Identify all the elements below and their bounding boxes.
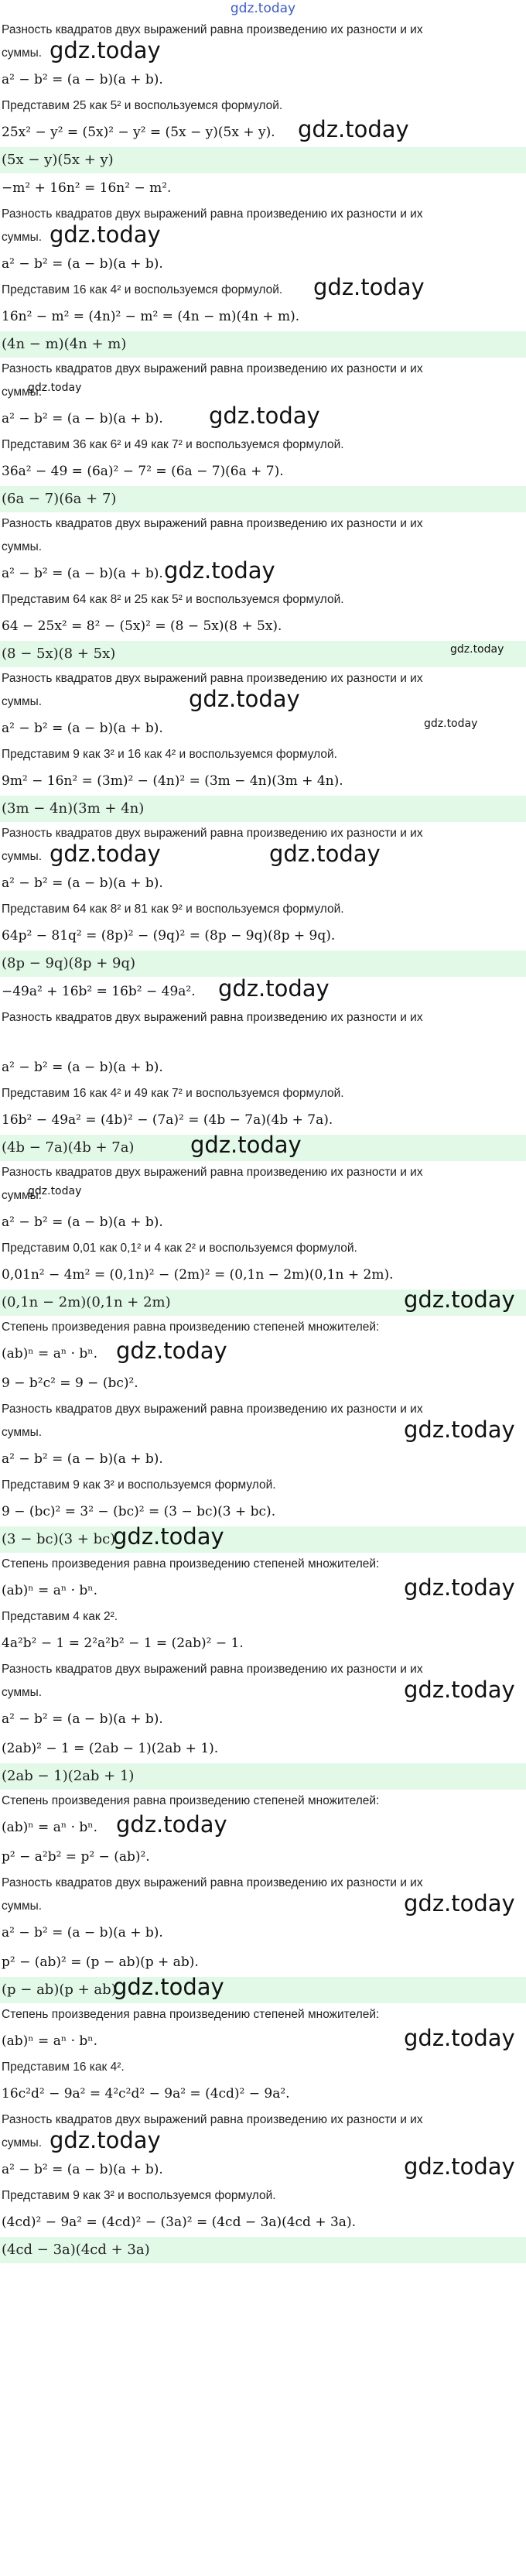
explanation-line-text: Представим 64 как 8² и 81 как 9² и воспользуемся формулой. (2, 903, 344, 916)
explanation-line-text: суммы. (2, 540, 43, 553)
formula-line-text: a² − b² = (a − b)(a + b). (2, 721, 163, 736)
explanation-line (0, 1184, 526, 1208)
watermark: gdz.today (50, 2127, 161, 2153)
watermark: gdz.today (50, 37, 161, 63)
formula-line (0, 1339, 526, 1368)
formula-line-text: (ab)ⁿ = aⁿ · bⁿ. (2, 1346, 98, 1362)
formula-line (0, 1918, 526, 1947)
explanation-line-text: суммы. (2, 1426, 43, 1439)
explanation-line-text: Разность квадратов двух выражений равна произведению их разности и их (2, 362, 423, 375)
watermark: gdz.today (190, 1132, 302, 1158)
answer-line (0, 331, 526, 358)
explanation-line (0, 1474, 526, 1497)
explanation-line-text: суммы. (2, 695, 43, 708)
formula-line-text: p² − (ab)² = (p − ab)(p + ab). (2, 1954, 199, 1970)
formula-line-text: (2ab)² − 1 = (2ab − 1)(2ab + 1). (2, 1741, 219, 1756)
explanation-line-text: Представим 16 как 4². (2, 2060, 125, 2074)
explanation-line-text: Представим 25 как 5² и воспользуемся формулой. (2, 99, 283, 112)
formula-line-text: a² − b² = (a − b)(a + b). (2, 256, 163, 272)
explanation-line-text: Разность квадратов двух выражений равна произведению их разности и их (2, 207, 423, 221)
formula-line (0, 921, 526, 951)
explanation-line-text: Представим 4 как 2². (2, 1610, 118, 1623)
formula-line (0, 1260, 526, 1290)
explanation-line-text: Разность квадратов двух выражений равна произведению их разности и их (2, 672, 423, 685)
formula-line-text: 16n² − m² = (4n)² − m² = (4n − m)(4n + m). (2, 309, 300, 324)
explanation-line-text: Степень произведения равна произведению степеней множителей: (2, 2008, 380, 2021)
formula-line (0, 118, 526, 147)
explanation-line-text: Представим 36 как 6² и 49 как 7² и воспользуемся формулой. (2, 438, 344, 451)
formula-line (0, 611, 526, 641)
formula-line-text: 9m² − 16n² = (3m)² − (4n)² = (3m − 4n)(3m + 4n). (2, 773, 343, 789)
watermark: gdz.today (116, 1811, 227, 1838)
answer-line (0, 1974, 526, 2003)
explanation-line-text: Разность квадратов двух выражений равна произведению их разности и их (2, 1663, 423, 1676)
explanation-line (0, 743, 526, 766)
watermark: gdz.today (424, 718, 478, 730)
formula-line-text: 64p² − 81q² = (8p)² − (9q)² = (8p − 9q)(8p + 9q). (2, 928, 336, 944)
formula-line (0, 2155, 526, 2184)
formula-line-text: a² − b² = (a − b)(a + b). (2, 1925, 163, 1941)
formula-line (0, 1105, 526, 1135)
watermark: gdz.today (404, 2153, 515, 2180)
answer-line-text: (p − ab)(p + ab) (2, 1982, 117, 1998)
watermark: gdz.today (404, 1677, 515, 1703)
explanation-line-text: Степень произведения равна произведению степеней множителей: (2, 1321, 380, 1334)
formula-line-text: −m² + 16n² = 16n² − m². (2, 180, 172, 196)
explanation-line-text: Представим 16 как 4² и воспользуемся формулой. (2, 283, 283, 296)
formula-line-text: 36a² − 49 = (6a)² − 7² = (6a − 7)(6a + 7). (2, 464, 284, 479)
watermark: gdz.today (209, 402, 320, 429)
explanation-line-text: суммы. (2, 385, 43, 399)
explanation-line (0, 1082, 526, 1105)
formula-line-text: 64 − 25x² = 8² − (5x)² = (8 − 5x)(8 + 5x). (2, 618, 282, 634)
answer-line-text: (5x − y)(5x + y) (2, 152, 114, 168)
formula-line (0, 302, 526, 331)
formula-line-text: (ab)ⁿ = aⁿ · bⁿ. (2, 1583, 98, 1598)
explanation-line-text: Представим 16 как 4² и 49 как 7² и воспользуемся формулой. (2, 1087, 344, 1100)
explanation-line (0, 1677, 526, 1704)
formula-line (0, 559, 526, 588)
answer-line-text: (2ab − 1)(2ab + 1) (2, 1768, 135, 1784)
watermark: gdz.today (269, 841, 381, 867)
watermark: gdz.today (50, 221, 161, 248)
answer-line (0, 1286, 526, 1316)
answer-line-text: (0,1n − 2m)(0,1n + 2m) (2, 1294, 171, 1310)
answer-line-text: (4cd − 3a)(4cd + 3a) (2, 2242, 150, 2258)
formula-line-text: 16c²d² − 9a² = 4²c²d² − 9a² = (4cd)² − 9a². (2, 2086, 290, 2102)
formula-line (0, 1208, 526, 1237)
explanation-line-text: Разность квадратов двух выражений равна произведению их разности и их (2, 1011, 423, 1024)
answer-line (0, 147, 526, 173)
answer-line (0, 796, 526, 822)
answer-line (0, 1763, 526, 1790)
watermark: gdz.today (50, 841, 161, 867)
formula-line (0, 977, 526, 1006)
formula-line (0, 249, 526, 279)
site-logo[interactable]: gdz.today (230, 1, 296, 16)
explanation-line (0, 1006, 526, 1029)
formula-line (0, 404, 526, 433)
answer-line (0, 1523, 526, 1553)
solution-content (0, 19, 526, 2263)
formula-line-text: 0,01n² − 4m² = (0,1n)² − (2m)² = (0,1n − 2m)(0,1n + 2m). (2, 1267, 394, 1283)
watermark: gdz.today (404, 1286, 515, 1313)
formula-line (0, 1947, 526, 1977)
explanation-line-text: Представим 64 как 8² и 25 как 5² и воспользуемся формулой. (2, 593, 344, 606)
explanation-line-text: Представим 0,01 как 0,1² и 4 как 2² и воспользуемся формулой. (2, 1242, 357, 1255)
formula-line-text: a² − b² = (a − b)(a + b). (2, 2162, 163, 2177)
formula-line (0, 1053, 526, 1082)
explanation-line (0, 588, 526, 611)
formula-line (0, 457, 526, 486)
formula-line (0, 714, 526, 743)
explanation-line-text: Представим 9 как 3² и 16 как 4² и воспользуемся формулой. (2, 748, 337, 761)
answer-line (0, 486, 526, 512)
answer-line (0, 1132, 526, 1161)
watermark: gdz.today (28, 1185, 82, 1197)
formula-line-text: 9 − b²c² = 9 − (bc)². (2, 1375, 138, 1391)
formula-line (0, 1368, 526, 1398)
watermark: gdz.today (28, 382, 82, 394)
formula-line (0, 65, 526, 94)
formula-line (0, 2026, 526, 2056)
explanation-line-text: суммы. (2, 231, 43, 244)
formula-line-text: (4cd)² − 9a² = (4cd)² − (3a)² = (4cd − 3a)(4cd + 3a). (2, 2215, 356, 2230)
formula-line-text: a² − b² = (a − b)(a + b). (2, 411, 163, 426)
explanation-line-text: Степень произведения равна произведению степеней множителей: (2, 1557, 380, 1571)
formula-line-text: 16b² − 49a² = (4b)² − (7a)² = (4b − 7a)(4b + 7a). (2, 1112, 333, 1128)
formula-line-text: a² − b² = (a − b)(a + b). (2, 1711, 163, 1727)
watermark: gdz.today (404, 1416, 515, 1443)
watermark: gdz.today (116, 1338, 227, 1364)
explanation-line (0, 2056, 526, 2079)
explanation-line (0, 1605, 526, 1629)
explanation-line (0, 1790, 526, 1813)
watermark: gdz.today (404, 2025, 515, 2051)
answer-line-text: (3 − bc)(3 + bc) (2, 1531, 116, 1547)
explanation-line-text: суммы. (2, 46, 43, 60)
formula-line (0, 1444, 526, 1474)
formula-line-text: 25x² − y² = (5x)² − y² = (5x − y)(5x + y). (2, 125, 275, 140)
explanation-line (0, 898, 526, 921)
formula-line-text: a² − b² = (a − b)(a + b). (2, 1060, 163, 1075)
watermark: gdz.today (313, 274, 425, 300)
explanation-line (0, 841, 526, 868)
formula-line (0, 1576, 526, 1605)
explanation-line-text: Разность квадратов двух выражений равна произведению их разности и их (2, 1403, 423, 1416)
explanation-line-text: суммы. (2, 1899, 43, 1913)
answer-line (0, 2237, 526, 2263)
answer-line-text: (8 − 5x)(8 + 5x) (2, 646, 116, 662)
formula-line (0, 1629, 526, 1658)
watermark: gdz.today (450, 643, 504, 656)
explanation-line (0, 37, 526, 65)
explanation-line-text: суммы. (2, 2136, 43, 2150)
answer-line (0, 951, 526, 977)
formula-line (0, 173, 526, 203)
formula-line (0, 766, 526, 796)
answer-line-text: (3m − 4n)(3m + 4n) (2, 800, 145, 817)
formula-line (0, 2079, 526, 2108)
explanation-line-text: Разность квадратов двух выражений равна произведению их разности и их (2, 2113, 423, 2126)
explanation-line (0, 1029, 526, 1053)
formula-line-text: −49a² + 16b² = 16b² − 49a². (2, 984, 196, 999)
formula-line (0, 1704, 526, 1734)
formula-line (0, 868, 526, 898)
watermark: gdz.today (164, 557, 275, 584)
watermark: gdz.today (218, 975, 330, 1002)
explanation-line (0, 512, 526, 536)
formula-line-text: 4a²b² − 1 = 2²a²b² − 1 = (2ab)² − 1. (2, 1636, 244, 1651)
formula-line-text: 9 − (bc)² = 3² − (bc)² = (3 − bc)(3 + bc). (2, 1504, 276, 1519)
answer-line-text: (6a − 7)(6a + 7) (2, 491, 117, 507)
formula-line-text: a² − b² = (a − b)(a + b). (2, 875, 163, 891)
watermark: gdz.today (113, 1523, 224, 1550)
watermark: gdz.today (113, 1974, 224, 2000)
formula-line-text: a² − b² = (a − b)(a + b). (2, 566, 163, 581)
formula-line-text: (ab)ⁿ = aⁿ · bⁿ. (2, 1820, 98, 1835)
explanation-line-text: Разность квадратов двух выражений равна произведению их разности и их (2, 1876, 423, 1889)
explanation-line (0, 1316, 526, 1339)
explanation-line-text: Представим 9 как 3² и воспользуемся формулой. (2, 1478, 276, 1492)
explanation-line-text: суммы. (2, 1686, 43, 1699)
formula-line (0, 1734, 526, 1763)
answer-line-text: (8p − 9q)(8p + 9q) (2, 955, 136, 971)
watermark: gdz.today (404, 1890, 515, 1917)
watermark: gdz.today (189, 686, 300, 712)
explanation-line (0, 1416, 526, 1444)
answer-line (0, 641, 526, 667)
watermark: gdz.today (404, 1574, 515, 1601)
explanation-line-text: суммы. (2, 850, 43, 863)
formula-line (0, 1813, 526, 1842)
explanation-line (0, 274, 526, 302)
watermark: gdz.today (298, 116, 409, 142)
explanation-line-text: Разность квадратов двух выражений равна произведению их разности и их (2, 827, 423, 840)
formula-line-text: a² − b² = (a − b)(a + b). (2, 1214, 163, 1230)
formula-line (0, 2208, 526, 2237)
explanation-line-text: Разность квадратов двух выражений равна произведению их разности и их (2, 517, 423, 530)
explanation-line-text: суммы. (2, 1189, 43, 1202)
explanation-line (0, 433, 526, 457)
formula-line-text: a² − b² = (a − b)(a + b). (2, 1451, 163, 1467)
formula-line (0, 1842, 526, 1872)
explanation-line (0, 221, 526, 249)
explanation-line (0, 2184, 526, 2208)
formula-line-text: (ab)ⁿ = aⁿ · bⁿ. (2, 2033, 98, 2049)
explanation-line-text: Разность квадратов двух выражений равна произведению их разности и их (2, 23, 423, 36)
formula-line-text: p² − a²b² = p² − (ab)². (2, 1849, 150, 1865)
explanation-line (0, 1237, 526, 1260)
explanation-line (0, 1890, 526, 1918)
explanation-line-text: Представим 9 как 3² и воспользуемся формулой. (2, 2189, 276, 2202)
answer-line-text: (4b − 7a)(4b + 7a) (2, 1139, 135, 1156)
answer-line-text: (4n − m)(4n + m) (2, 336, 127, 352)
explanation-line (0, 94, 526, 118)
explanation-line-text: Степень произведения равна произведению степеней множителей: (2, 1794, 380, 1807)
explanation-line-text: Разность квадратов двух выражений равна произведению их разности и их (2, 1166, 423, 1179)
formula-line (0, 1497, 526, 1526)
formula-line-text: a² − b² = (a − b)(a + b). (2, 72, 163, 87)
